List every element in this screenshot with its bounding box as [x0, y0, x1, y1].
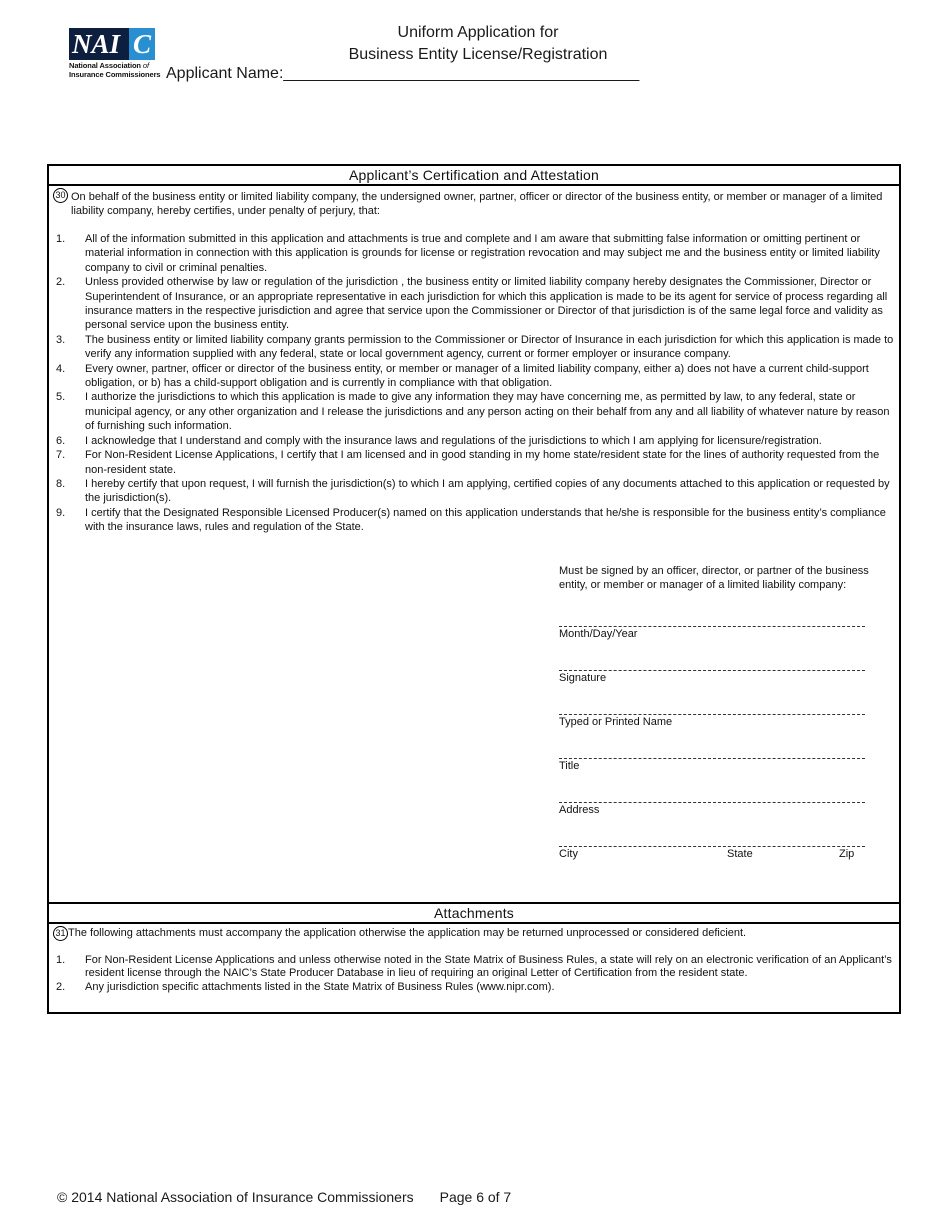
item-number: 6.: [56, 434, 66, 447]
item-number: 1.: [56, 233, 66, 245]
item-text: The business entity or limited liability company grants permission to the Commissioner or Director of Insurance in each jurisdiction for which this application is made to verify any information supplied with any federal, state or local government agency, current or former employer or insurance company.: [85, 333, 894, 361]
list-item: [56, 333, 894, 362]
naic-logo-mark: [69, 28, 157, 60]
attachments-section: [47, 902, 901, 1014]
printed-name-label: Typed or Printed Name: [559, 715, 673, 728]
item-text: Unless provided otherwise by law or regulation of the jurisdiction , the business entity or limited liability company hereby designates the Commissioner, Director or Superintendent of Insurance, or an appropriate representative in each jurisdiction for which this application is made to be its agent for service of process regarding all insurance matters in the respective jurisdiction and agree that service upon the Commissioner or Director of that jurisdiction is of the same legal force and validity as personal service upon the business entity.: [85, 276, 888, 332]
address-label: Address: [559, 803, 600, 816]
title-input-line[interactable]: [559, 745, 865, 759]
signature-input-line[interactable]: [559, 657, 865, 671]
list-item: [56, 477, 894, 506]
item-text: Every owner, partner, officer or director of the business entity, or member or manager of a limited liability company, either a) does not have a current child-support obligation, or b) has a child-support obligation and is currently in compliance with that obligation.: [85, 362, 869, 390]
list-item: [56, 390, 894, 433]
logo-naic-text: NAI: [69, 28, 129, 60]
state-label: State: [727, 847, 753, 860]
item-text: I hereby certify that upon request, I will furnish the jurisdiction(s) to which I am applying, certified copies of any documents attached to this application or requested by the jurisdiction(s).: [85, 477, 890, 505]
list-item: [56, 981, 894, 994]
logo-org-line1: National Association: [69, 61, 141, 70]
page-footer: [57, 1188, 511, 1206]
printed-name-input-line[interactable]: [559, 701, 865, 715]
zip-label: Zip: [839, 847, 855, 860]
signature-label: Signature: [559, 671, 607, 684]
naic-logo: [69, 28, 161, 80]
item-text: For Non-Resident License Applications, I certify that I am licensed and in good standing in my home state/resident state for the lines of authority requested from the non-resident state.: [85, 449, 880, 476]
certification-intro: [71, 190, 886, 219]
item-text: All of the information submitted in this application and attachments is true and complete and I am aware that submitting false information or omitting pertinent or material information in connection with this application is grounds for license or registration revocation and may subject me and the business entity or limited liability company to civil or criminal penalties.: [85, 233, 880, 274]
list-item: [56, 232, 894, 275]
list-item: [56, 434, 894, 448]
item-number: 9.: [56, 506, 66, 519]
list-item: [56, 275, 894, 333]
logo-org-of: of: [142, 61, 149, 70]
item-number: 1.: [56, 954, 66, 966]
copyright-text: © 2014 National Association of Insurance Commissioners: [57, 1189, 414, 1205]
form-title-line2: Business Entity License/Registration: [348, 46, 608, 63]
logo-org-name: [69, 61, 161, 79]
list-item: [56, 362, 894, 391]
logo-c-text: C: [129, 28, 155, 60]
city-state-zip-labels: [559, 847, 879, 861]
certification-heading: Applicant’s Certification and Attestation: [49, 166, 899, 186]
applicant-name-field[interactable]: Applicant Name:________________________________________: [166, 65, 640, 82]
list-item: [56, 506, 894, 535]
attachments-list: [56, 954, 894, 996]
attachments-intro: The following attachments must accompany the application otherwise the application may be returned unprocessed or considered deficient.: [68, 927, 747, 939]
item-number: 8.: [56, 477, 66, 490]
signature-note: Must be signed by an officer, director, or partner of the business entity, or member or manager of a limited liability company:: [559, 565, 869, 592]
item-number: 7.: [56, 449, 66, 462]
date-label: Month/Day/Year: [559, 627, 638, 640]
date-input-line[interactable]: [559, 613, 865, 627]
attachments-heading: Attachments: [49, 904, 899, 924]
question-number-31: 31: [53, 926, 68, 941]
item-number: 3.: [56, 333, 66, 346]
city-label: City: [559, 847, 578, 860]
list-item: [56, 954, 894, 980]
title-label: Title: [559, 759, 580, 772]
item-text: I certify that the Designated Responsible Licensed Producer(s) named on this application understands that he/she is responsible for the business entity’s compliance with the insurance laws, rules and regulation of the State.: [85, 506, 886, 534]
item-text: Any jurisdiction specific attachments listed in the State Matrix of Business Rules (www.nipr.com).: [85, 981, 555, 994]
logo-org-line2: Insurance Commissioners: [69, 70, 161, 79]
certification-intro-text: On behalf of the business entity or limited liability company, the undersigned owner, partner, officer or director of the business entity, or member or manager of a limited liability company, hereby certifies, under penalty of perjury, that:: [71, 191, 883, 218]
item-number: 5.: [56, 391, 66, 404]
city-state-zip-input-line[interactable]: [559, 833, 865, 847]
item-number: 2.: [56, 981, 66, 994]
certification-list: [56, 232, 894, 535]
question-number-30: 30: [53, 188, 68, 203]
address-input-line[interactable]: [559, 789, 865, 803]
item-text: For Non-Resident License Applications and unless otherwise noted in the State Matrix of Business Rules, a state will rely on an electronic verification of an Applicant’s resident license through the NAIC’s State Producer Database in lieu of requiring an original Letter of Certification from the resident state.: [85, 954, 892, 980]
item-text: I authorize the jurisdictions to which this application is made to give any information they may have concerning me, as permitted by law, to any federal, state or municipal agency, or any other organization and I release the jurisdictions and any person acting on their behalf from any and all liability of whatever nature by reason of furnishing such information.: [85, 391, 890, 433]
certification-section: [47, 164, 901, 902]
page-number: Page 6 of 7: [439, 1189, 512, 1205]
item-number: 4.: [56, 362, 66, 375]
form-title-line1: Uniform Application for: [397, 24, 559, 41]
form-title: [300, 22, 656, 66]
signature-block: [559, 564, 879, 877]
list-item: [56, 448, 894, 477]
item-text: I acknowledge that I understand and comply with the insurance laws and regulations of the jurisdictions to which I am applying for licensure/registration.: [85, 434, 822, 447]
item-number: 2.: [56, 276, 66, 289]
